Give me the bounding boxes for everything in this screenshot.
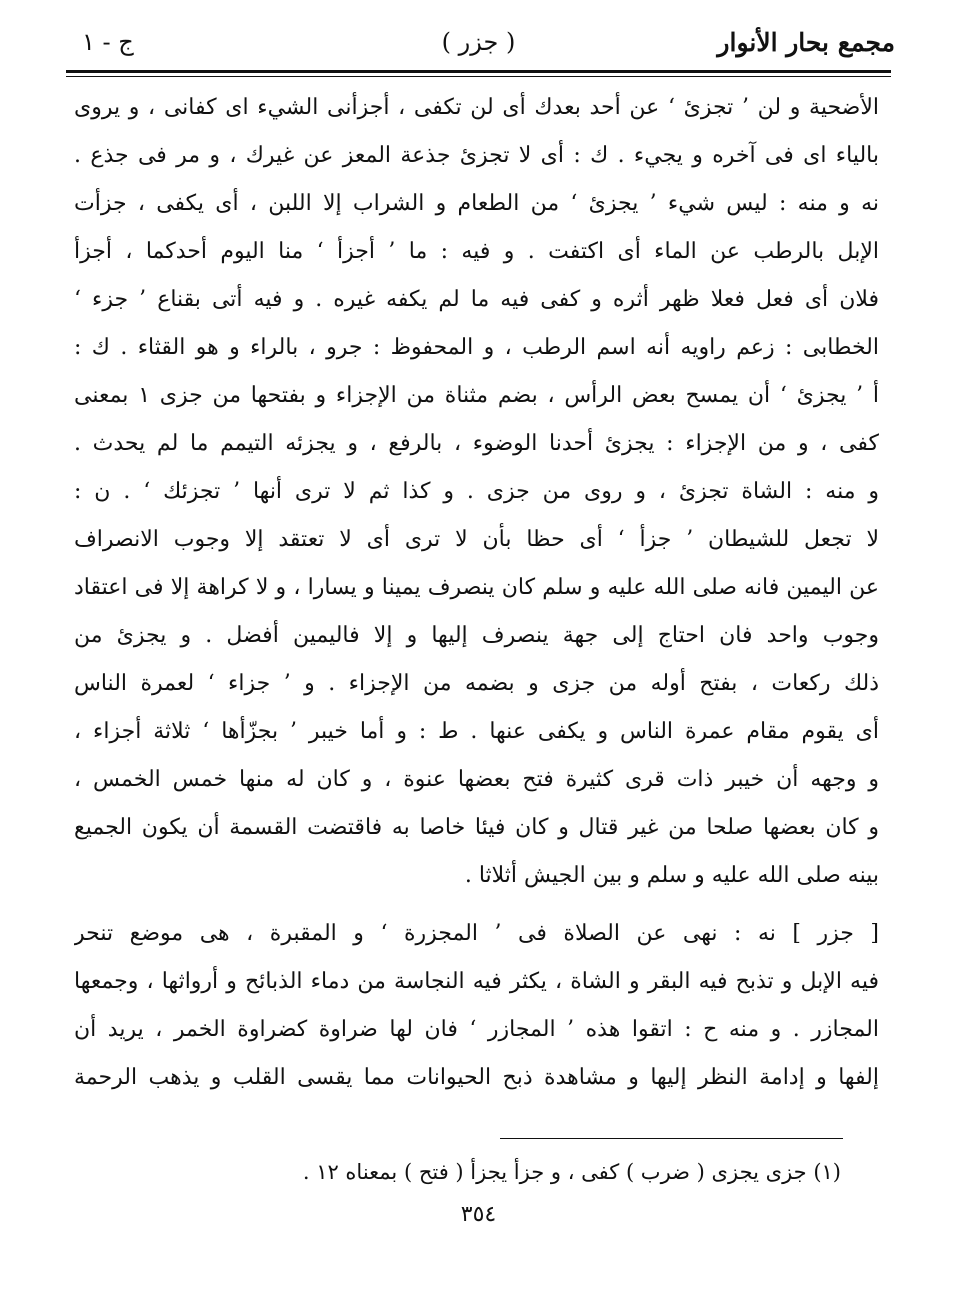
main-text <box>74 84 879 1102</box>
header-rule <box>66 70 891 73</box>
footnote-rule <box>500 1138 843 1139</box>
text-line: بينه صلى الله عليه و سلم و بين الجيش أثلاثا . <box>464 863 879 888</box>
volume-label: ج - ١ <box>82 28 134 56</box>
text-line: المجازر . و منه ح : اتقوا هذه ’ المجازر ‘ فان لها ضراوة كضراوة الخمر ، يريد أن <box>74 1017 879 1042</box>
text-line: و كان بعضها صلحا من غير قتال و كان فيئا خاصا به فاقتضت القسمة أن يكون الجميع <box>74 815 879 840</box>
text-line: إلفها و إدامة النظر إليها و مشاهدة ذبح الحيوانات مما يقسى القلب و يذهب الرحمة <box>74 1065 879 1090</box>
running-header <box>62 18 895 64</box>
text-line: أ ’ يجزئ ‘ أن يمسح بعض الرأس ، بضم مثناة من الإجزاء و بفتحها من جزى ١ بمعنى <box>74 383 879 408</box>
text-line: نه و منه : ليس شيء ’ يجزئ ‘ من الطعام و الشراب إلا اللبن ، أى يكفى ، جزأت <box>74 191 879 216</box>
text-line: فيه الإبل و تذبح فيه البقر و الشاة ، يكثر فيه النجاسة من دماء الذبائح و أرواثها ، وجمعها <box>74 969 879 994</box>
text-line: فلان أى فعل فعلا ظهر أثره و كفى فيه ما لم يكفه غيره . و فيه أتى بقناع ’ جزء ‘ <box>74 287 879 312</box>
text-line: وجوب واحد فان احتاج إلى جهة ينصرف إليها و إلا فاليمين أفضل . و يجزئ من <box>74 623 879 648</box>
text-line: الخطابى : زعم راويه أنه اسم الرطب ، و المحفوظ : جرو ، بالراء و هو القثاء . ك : <box>74 335 879 360</box>
text-line: الأضحية و لن ’ تجزئ ‘ عن أحد بعدك أى لن تكفى ، أجزأنى الشيء اى كفانى ، و يروى <box>74 95 879 120</box>
page-number: ٣٥٤ <box>460 1202 497 1227</box>
text-line: لا تجعل للشيطان ’ جزأ ‘ أى حظا بأن لا ترى أى لا تعتقد إلا وجوب الانصراف <box>74 527 879 552</box>
text-line: ذلك ركعات ، بفتح أوله من جزى و بضمه من الإجزاء . و ’ جزاء ‘ لعمرة الناس <box>74 671 879 696</box>
text-line: أى يقوم مقام عمرة الناس و يكفى عنها . ط : و أما خيبر ’ بجزّأها ‘ ثلاثة أجزاء ، <box>74 719 879 744</box>
text-line: و منه : الشاة تجزئ ، و روى من جزى . و كذا ثم لا ترى أنها ’ تجزئك ‘ . ن : <box>74 479 879 504</box>
text-line: كفى ، و من الإجزاء : يجزئ أحدنا الوضوء ، بالرفع ، و يجزئه التيمم ما لم يحدث . <box>74 431 879 456</box>
text-line: عن اليمين فانه صلى الله عليه و سلم كان ينصرف يمينا و يسارا ، و لا كراهة إلا فى اعتقاد <box>74 575 879 600</box>
text-line: بالياء اى فى آخره و يجيء . ك : أى لا تجزئ جذعة المعز عن غيرك ، و مر فى جذع . <box>74 143 879 168</box>
entry-heading: ( جزر ) <box>441 28 516 56</box>
footnote: (١) جزى يجزى ( ضرب ) كفى ، و جزأ يجزأ ( فتح ) بمعناه ١٢ . <box>302 1160 841 1184</box>
text-line: [ جزر ] نه : نهى عن الصلاة فى ’ المجزرة ‘ و المقبرة ، هى موضع تنحر <box>74 921 879 946</box>
text-line: و وجهه أن خيبر ذات قرى كثيرة فتح بعضها عنوة ، و كان له منها خمس الخمس ، <box>74 767 879 792</box>
book-title: مجمع بحار الأنوار <box>717 28 895 57</box>
text-line: الإبل بالرطب عن الماء أى اكتفت . و فيه : ما ’ أجزأ ‘ منا اليوم أحدكما ، أجزأ <box>74 239 879 264</box>
paragraph-gap <box>74 900 879 910</box>
header-rule-thin <box>66 76 891 77</box>
